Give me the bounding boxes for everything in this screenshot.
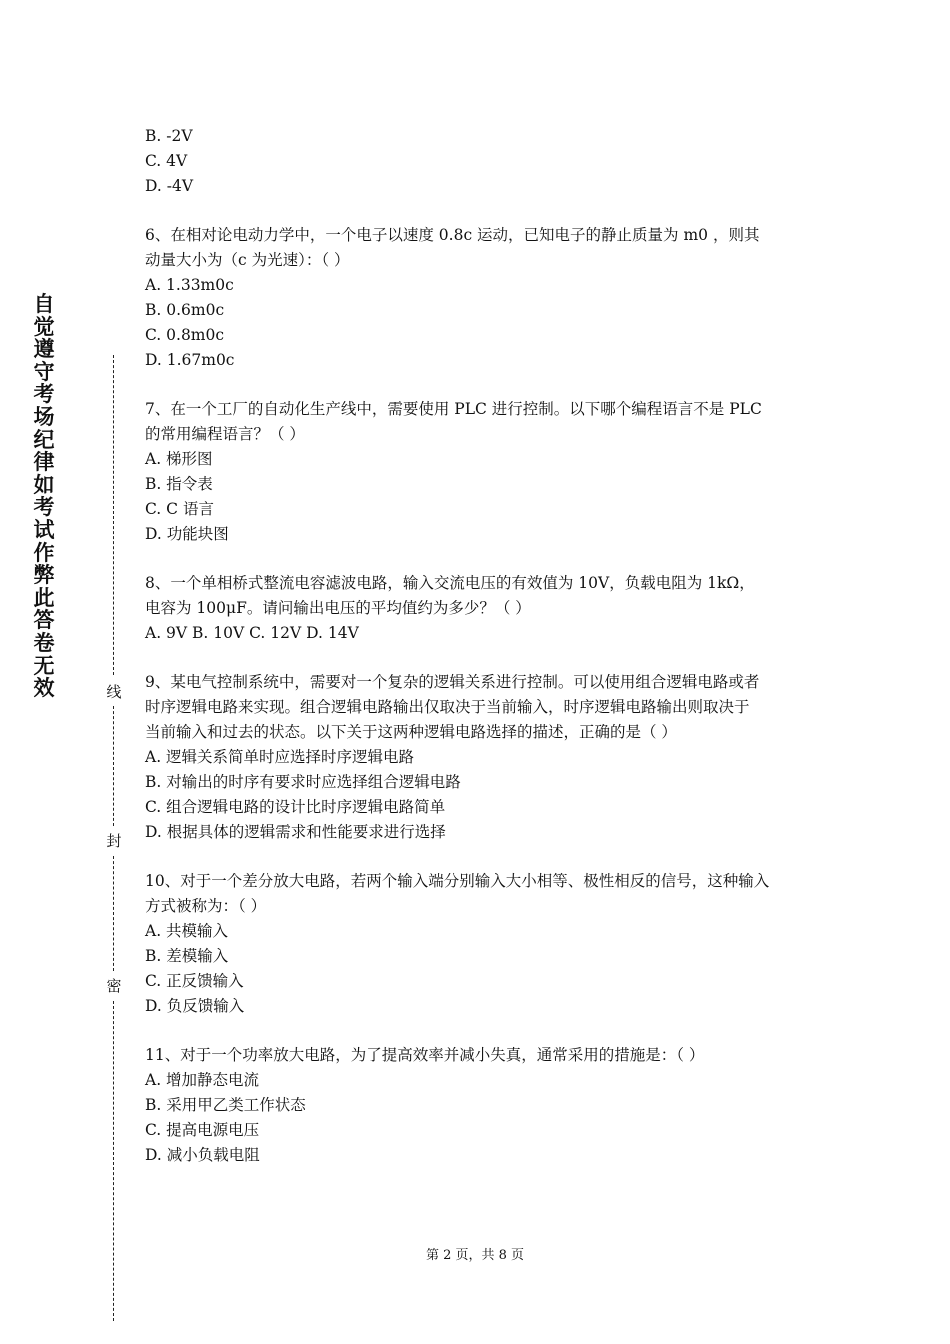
question-7 (145, 397, 815, 547)
binding-line-char: 线 (106, 683, 122, 701)
question-10 (145, 869, 815, 1019)
option: B. -2V (145, 127, 193, 145)
option: B. 指令表 (145, 475, 213, 493)
option: C. 0.8m0c (145, 326, 225, 344)
binding-secret-char: 密 (106, 977, 122, 995)
exam-warning-banner: 自觉遵守考场纪律如考试作弊此答卷无效 (33, 292, 55, 701)
option: A. 增加静态电流 (145, 1071, 260, 1089)
question-text: 10、对于一个差分放大电路，若两个输入端分别输入大小相等、极性相反的信号，这种输入 (145, 872, 770, 890)
question-text: 动量大小为（c 为光速）：（ ） (145, 251, 350, 269)
binding-dashed-line (113, 1001, 114, 1321)
option: C. 组合逻辑电路的设计比时序逻辑电路简单 (145, 798, 446, 816)
option: A. 逻辑关系简单时应选择时序逻辑电路 (145, 748, 415, 766)
option: B. 0.6m0c (145, 301, 225, 319)
question-text: 6、在相对论电动力学中，一个电子以速度 0.8c 运动，已知电子的静止质量为 m0 ，则其 (145, 226, 760, 244)
option: A. 1.33m0c (145, 276, 234, 294)
option: B. 采用甲乙类工作状态 (145, 1096, 306, 1114)
question-text: 的常用编程语言？（ ） (145, 425, 305, 443)
option: D. 负反馈输入 (145, 997, 245, 1015)
page-number-footer: 第 2 页，共 8 页 (425, 1248, 525, 1263)
option: D. 功能块图 (145, 525, 229, 543)
question-text: 9、某电气控制系统中，需要对一个复杂的逻辑关系进行控制。可以使用组合逻辑电路或者 (145, 673, 760, 691)
binding-seal-char: 封 (106, 832, 122, 850)
question-8 (145, 571, 815, 646)
option: D. 1.67m0c (145, 351, 235, 369)
option: C. 正反馈输入 (145, 972, 244, 990)
question-9 (145, 670, 815, 845)
option: B. 差模输入 (145, 947, 229, 965)
question-text: 时序逻辑电路来实现。组合逻辑电路输出仅取决于当前输入，时序逻辑电路输出则取决于 (145, 698, 750, 716)
binding-dashed-line (113, 856, 114, 971)
option: B. 对输出的时序有要求时应选择组合逻辑电路 (145, 773, 461, 791)
question-text: 当前输入和过去的状态。以下关于这两种逻辑电路选择的描述，正确的是（ ） (145, 723, 677, 741)
previous-question-options (145, 124, 815, 199)
option: C. C 语言 (145, 500, 214, 518)
question-11 (145, 1043, 815, 1168)
question-text: 8、一个单相桥式整流电容滤波电路，输入交流电压的有效值为 10V，负载电阻为 1kΩ， (145, 574, 755, 592)
question-6 (145, 223, 815, 373)
binding-dashed-line (113, 355, 114, 675)
option: A. 共模输入 (145, 922, 229, 940)
question-text: 7、在一个工厂的自动化生产线中，需要使用 PLC 进行控制。以下哪个编程语言不是 PLC (145, 400, 762, 418)
question-text: 方式被称为：（ ） (145, 897, 267, 915)
option: A. 梯形图 (145, 450, 213, 468)
option: D. 根据具体的逻辑需求和性能要求进行选择 (145, 823, 446, 841)
option: C. 提高电源电压 (145, 1121, 260, 1139)
question-text: 电容为 100μF。请问输出电压的平均值约为多少？（ ） (145, 599, 531, 617)
question-text: 11、对于一个功率放大电路，为了提高效率并减小失真，通常采用的措施是：（ ） (145, 1046, 705, 1064)
question-content (145, 124, 815, 1192)
binding-dashed-line (113, 706, 114, 826)
option: D. -4V (145, 177, 194, 195)
option: D. 减小负载电阻 (145, 1146, 260, 1164)
option: A. 9V B. 10V C. 12V D. 14V (145, 624, 359, 642)
option: C. 4V (145, 152, 188, 170)
